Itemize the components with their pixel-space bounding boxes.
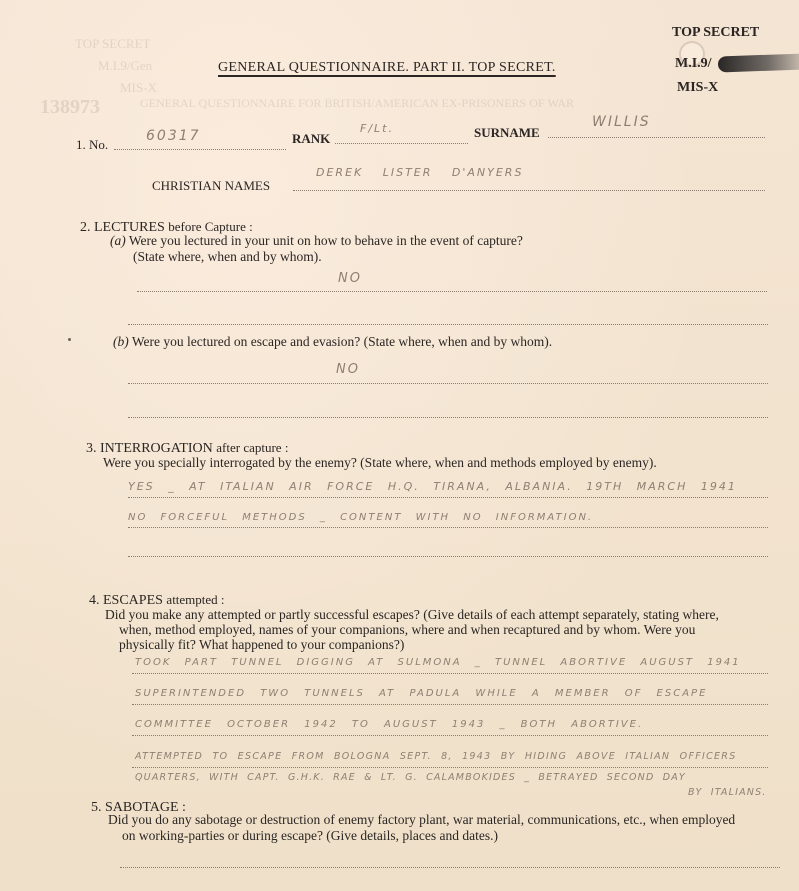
section-number: 3. — [86, 441, 97, 456]
question-marker: (b) — [113, 334, 129, 349]
answer-3-line-1: YES _ AT ITALIAN AIR FORCE H.Q. TIRANA, ALBANIA. 19TH MARCH 1941 — [128, 480, 737, 493]
ghost-heading: GENERAL QUESTIONNAIRE FOR BRITISH/AMERICAN EX-PRISONERS OF WAR — [140, 96, 575, 110]
section-number: 2. — [80, 220, 91, 235]
section-heading-rest: attempted : — [166, 592, 225, 607]
answer-line — [128, 324, 768, 325]
question-4-line-1: Did you make any attempted or partly successful escapes? (Give details of each attempt separately, stating where, — [105, 607, 719, 622]
section-heading: LECTURES — [94, 220, 165, 235]
question-text: Were you lectured on escape and evasion? (State where, when and by whom). — [131, 334, 553, 349]
answer-4-line-4: ATTEMPTED TO ESCAPE FROM BOLOGNA SEPT. 8, 1943 BY HIDING ABOVE ITALIAN OFFICERS — [135, 751, 737, 762]
answer-line — [120, 867, 780, 868]
ghost-stamp-3: MIS-X — [120, 80, 157, 95]
ghost-number: 138973 — [40, 96, 100, 118]
question-2b — [113, 334, 552, 350]
question-marker: (a) — [110, 233, 126, 248]
paper-speck — [68, 338, 71, 341]
service-number-label: 1. No. — [76, 137, 109, 152]
surname-line — [548, 137, 765, 138]
surname-value: WILLIS — [592, 114, 651, 130]
redaction-smudge — [718, 54, 799, 73]
section-heading: INTERROGATION — [100, 441, 213, 456]
answer-2a: NO — [338, 271, 362, 286]
page-title: GENERAL QUESTIONNAIRE. PART II. TOP SECRET. — [218, 60, 556, 75]
answer-4-line-2: SUPERINTENDED TWO TUNNELS AT PADULA WHILE A MEMBER OF ESCAPE — [135, 688, 708, 699]
christian-names-line — [293, 190, 765, 191]
question-3: Were you specially interrogated by the enemy? (State where, when and methods employed by enemy). — [103, 455, 657, 470]
question-4-line-2: when, method employed, names of your companions, where and when recaptured and by whom. Were you — [119, 622, 696, 637]
question-4-line-3: physically fit? What happened to your companions?) — [119, 637, 405, 652]
answer-4-line-1: TOOK PART TUNNEL DIGGING AT SULMONA _ TUNNEL ABORTIVE AUGUST 1941 — [135, 657, 741, 668]
answer-3-line-2: NO FORCEFUL METHODS _ CONTENT WITH NO INFORMATION. — [128, 512, 594, 523]
question-5-line-2: on working-parties or during escape? (Give details, places and dates.) — [122, 828, 498, 843]
section-heading: SABOTAGE : — [105, 800, 186, 815]
answer-line — [128, 497, 768, 498]
department-label: M.I.9/ — [675, 56, 712, 71]
section-heading-rest: before Capture : — [168, 219, 253, 234]
answer-line — [132, 767, 768, 768]
answer-4-line-6: BY ITALIANS. — [688, 787, 767, 798]
question-2a-note: (State where, when and by whom). — [133, 249, 322, 264]
answer-line — [128, 556, 768, 557]
section-heading-rest: after capture : — [216, 440, 289, 455]
answer-line — [137, 291, 767, 292]
office-label: MIS-X — [677, 80, 719, 95]
christian-names-label: CHRISTIAN NAMES — [152, 178, 271, 193]
service-number-value: 60317 — [146, 128, 201, 144]
question-text: Were you lectured in your unit on how to behave in the event of capture? — [128, 233, 523, 248]
answer-4-line-3: COMMITTEE OCTOBER 1942 TO AUGUST 1943 _ BOTH ABORTIVE. — [135, 719, 644, 730]
answer-line — [132, 704, 768, 705]
rank-line — [335, 143, 468, 144]
section-number: 5. — [91, 800, 102, 815]
christian-names-value: DEREK LISTER D'ANYERS — [316, 166, 524, 179]
surname-label: SURNAME — [474, 125, 540, 140]
ghost-stamp-2: M.I.9/Gen — [98, 58, 153, 73]
section-heading: ESCAPES — [103, 593, 163, 608]
answer-line — [132, 673, 768, 674]
service-number-line — [114, 149, 286, 150]
rank-label: RANK — [292, 131, 331, 146]
answer-2b: NO — [336, 362, 360, 377]
answer-4-line-5: QUARTERS, WITH CAPT. G.H.K. RAE & LT. G. CALAMBOKIDES _ BETRAYED SECOND DAY — [135, 772, 686, 783]
question-2a — [110, 233, 523, 249]
answer-line — [128, 417, 768, 418]
section-number: 4. — [89, 593, 100, 608]
classification-label: TOP SECRET — [672, 25, 760, 40]
ghost-stamp-1: TOP SECRET — [75, 36, 151, 51]
rank-value: F/Lt. — [360, 122, 394, 135]
answer-line — [128, 527, 768, 528]
answer-line — [132, 735, 768, 736]
question-5-line-1: Did you do any sabotage or destruction of enemy factory plant, war material, communications, etc., when employed — [108, 812, 736, 827]
answer-line — [128, 383, 768, 384]
